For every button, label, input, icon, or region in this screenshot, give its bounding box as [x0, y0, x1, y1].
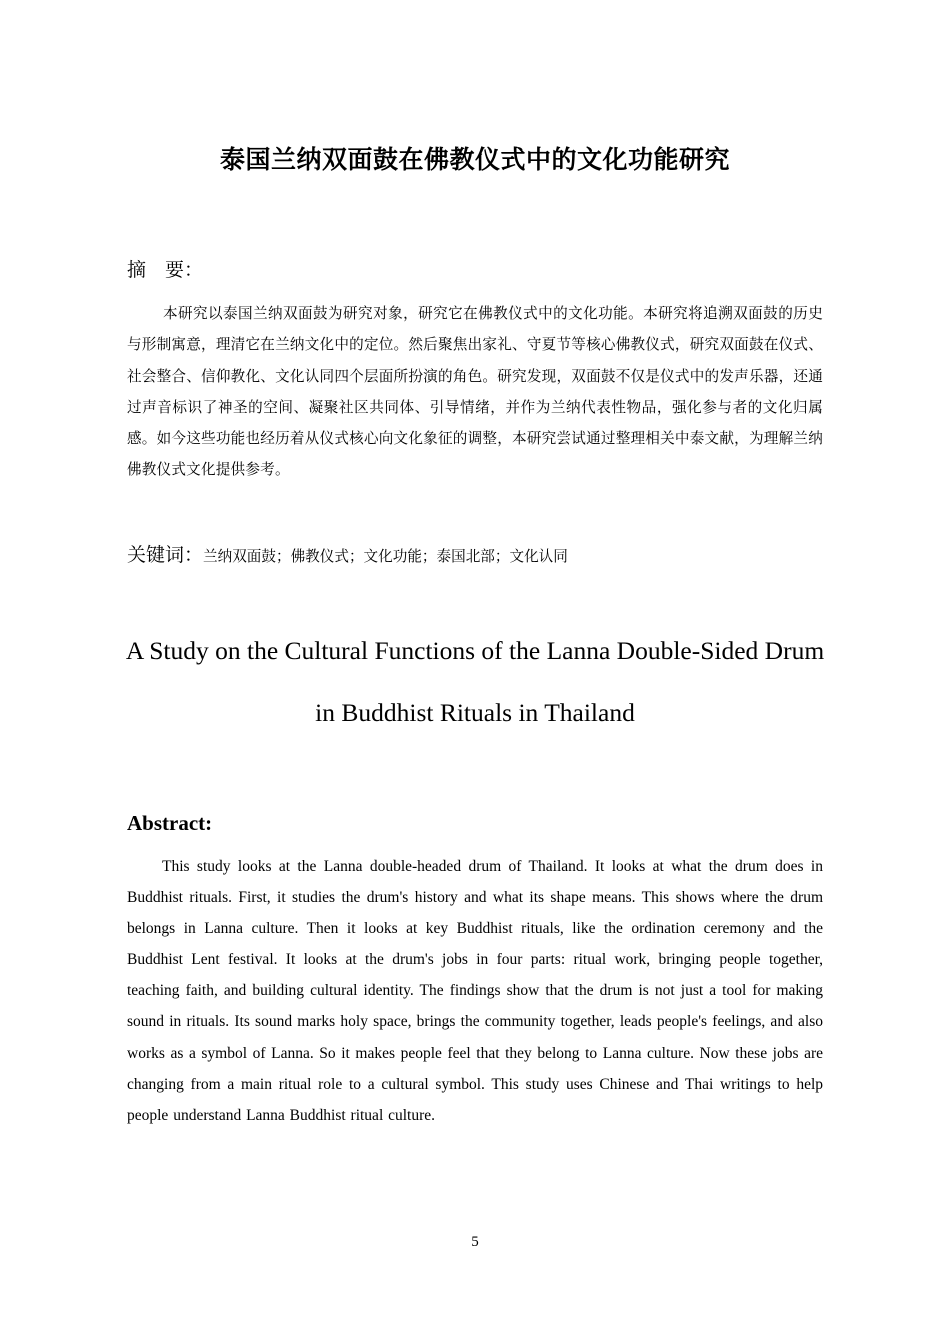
- chinese-abstract-heading: 摘 要：: [127, 259, 204, 281]
- english-abstract-text: This study looks at the Lanna double-headed drum of Thailand. It looks at what the drum does in Buddhist rituals. First, it studies the drum's history and what its shape means. This shows where the drum belongs in Lanna culture. Then it looks at key Buddhist rituals, like the ordination ceremony and the Buddhist Lent festival. It looks at the drum's jobs in four parts: ritual work, bringing people together, teaching faith, and building cultural identity. The findings show that the drum is not just a tool for making sound in rituals. Its sound marks holy space, brings the community together, leads people's feelings, and also works as a symbol of Lanna. So it makes people feel that they belong to Lanna culture. Now these jobs are changing from a main ritual role to a cultural symbol. This study uses Chinese and Thai writings to help people understand Lanna Buddhist ritual culture.: [127, 858, 823, 1124]
- chinese-keywords-label: 关键词：: [127, 544, 204, 566]
- chinese-keywords-values: 兰纳双面鼓；佛教仪式；文化功能；泰国北部；文化认同: [203, 548, 568, 565]
- english-abstract-heading: Abstract:: [127, 811, 213, 835]
- page-number: 5: [471, 1234, 479, 1250]
- english-title: A Study on the Cultural Functions of the Lanna Double-Sided Drum in Buddhist Rituals in Thailand: [125, 636, 825, 727]
- chinese-abstract-text: 本研究以泰国兰纳双面鼓为研究对象，研究它在佛教仪式中的文化功能。本研究将追溯双面鼓的历史与形制寓意，理清它在兰纳文化中的定位。然后聚焦出家礼、守夏节等核心佛教仪式，研究双面鼓在仪式、社会整合、信仰教化、文化认同四个层面所扮演的角色。研究发现，双面鼓不仅是仪式中的发声乐器，还通过声音标识了神圣的空间、凝聚社区共同体、引导情绪，并作为兰纳代表性物品，强化参与者的文化归属感。如今这些功能也经历着从仪式核心向文化象征的调整，本研究尝试通过整理相关中泰文献，为理解兰纳佛教仪式文化提供参考。: [127, 305, 823, 479]
- chinese-title: 泰国兰纳双面鼓在佛教仪式中的文化功能研究: [219, 145, 730, 174]
- chinese-keywords: [127, 540, 827, 572]
